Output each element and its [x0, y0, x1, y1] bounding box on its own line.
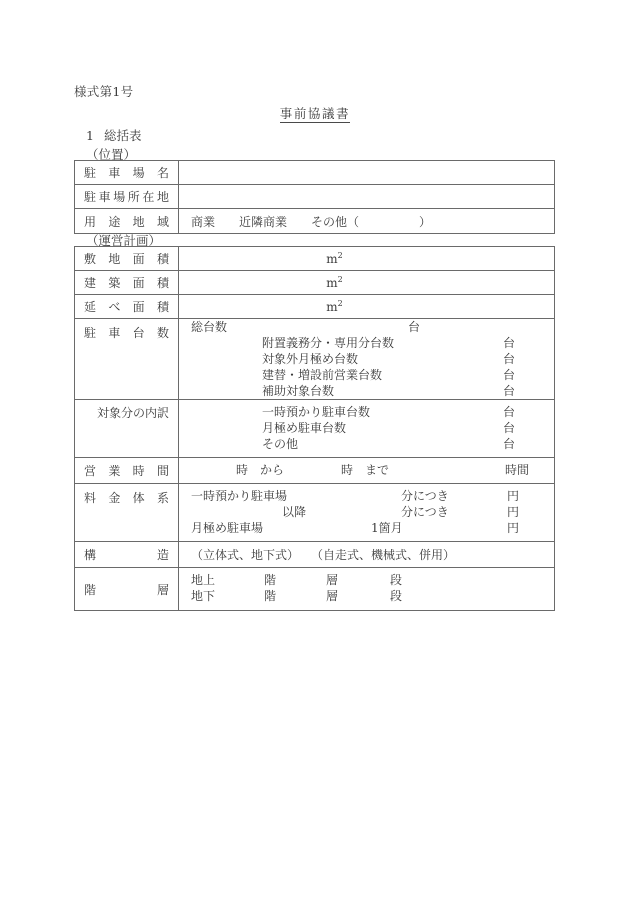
floor-line-dan: 段 — [390, 589, 403, 603]
business-hours-to: 時 まで — [341, 463, 390, 477]
breakdown-item-label: その他 — [262, 437, 299, 451]
use-district-options: 商業 近隣商業 その他（ ） — [191, 214, 432, 229]
page-title — [0, 104, 630, 122]
car-count-item-line — [179, 335, 554, 351]
row-label-parking-address: 駐車場所在地 — [75, 185, 179, 209]
fee-line — [179, 504, 554, 520]
car-count-item-unit: 台 — [503, 384, 516, 398]
row-label-floors: 階層 — [75, 568, 179, 611]
business-hours-duration: 時間 — [505, 463, 530, 477]
fee-line-per: 分につき — [401, 505, 449, 519]
fee-line-unit: 円 — [507, 505, 520, 519]
row-value-floors[interactable] — [179, 568, 555, 611]
unit-square-meter: $m^2$ — [326, 274, 343, 290]
breakdown-item-line — [179, 404, 554, 420]
floor-line-above-ground — [179, 572, 554, 588]
section-heading — [86, 126, 141, 144]
section-title: 総括表 — [103, 128, 142, 143]
breakdown-item-label: 月極め駐車台数 — [262, 421, 347, 435]
car-count-item-label: 補助対象台数 — [262, 384, 335, 398]
row-label-breakdown: 対象分の内訳 — [75, 400, 179, 458]
row-label-parking-name: 駐車場名 — [75, 161, 179, 185]
structure-options: （立体式、地下式） （自走式、機械式、併用） — [191, 548, 456, 562]
car-count-item-label: 対象外月極め台数 — [262, 352, 359, 366]
table-row — [75, 319, 555, 400]
car-count-total-unit: 台 — [408, 320, 421, 334]
row-label-total-floor-area: 延べ面積 — [75, 295, 179, 319]
table-row — [75, 568, 555, 611]
floor-line-kai: 階 — [264, 573, 277, 587]
breakdown-item-unit: 台 — [503, 437, 516, 451]
row-label-business-hours: 営業時間 — [75, 458, 179, 484]
car-count-item-label: 附置義務分・専用分台数 — [262, 336, 395, 350]
table-row — [75, 209, 555, 234]
car-count-item-line — [179, 351, 554, 367]
operation-plan-table — [74, 246, 555, 611]
table-row — [75, 295, 555, 319]
car-count-item-unit: 台 — [503, 336, 516, 350]
row-value-business-hours[interactable] — [179, 458, 555, 484]
fee-line-per: 1箇月 — [371, 521, 403, 535]
floor-line-below-ground — [179, 588, 554, 604]
row-value-car-count[interactable] — [179, 319, 555, 400]
row-label-site-area: 敷地面積 — [75, 247, 179, 271]
position-table — [74, 160, 555, 234]
breakdown-item-unit: 台 — [503, 421, 516, 435]
section-number: 1 — [86, 128, 94, 143]
table-row — [75, 542, 555, 568]
table-row — [75, 161, 555, 185]
table-row — [75, 247, 555, 271]
car-count-item-line — [179, 367, 554, 383]
row-label-use-district: 用途地域 — [75, 209, 179, 234]
business-hours-line — [179, 463, 554, 478]
business-hours-from: 時 から — [236, 463, 285, 477]
page-title-text: 事前協議書 — [279, 106, 351, 121]
row-value-fee-system[interactable] — [179, 484, 555, 542]
car-count-total-line — [179, 319, 554, 335]
fee-line-per: 分につき — [401, 489, 449, 503]
row-value-total-floor-area[interactable] — [179, 295, 555, 319]
floor-line-dan: 段 — [390, 573, 403, 587]
group-label-plan: （運営計画） — [86, 233, 162, 248]
breakdown-item-line — [179, 436, 554, 452]
fee-line — [179, 520, 554, 536]
floor-line-sou: 層 — [326, 589, 339, 603]
row-value-breakdown[interactable] — [179, 400, 555, 458]
car-count-total-label: 総台数 — [191, 320, 228, 334]
breakdown-item-label: 一時預かり駐車台数 — [262, 405, 371, 419]
fee-line-mid: 以降 — [282, 505, 307, 519]
group-label-position: （位置） — [86, 147, 137, 162]
car-count-item-line — [179, 383, 554, 399]
table-row — [75, 400, 555, 458]
unit-square-meter: $m^2$ — [326, 298, 343, 314]
fee-line-unit: 円 — [507, 489, 520, 503]
row-label-structure: 構造 — [75, 542, 179, 568]
fee-line — [179, 488, 554, 504]
table-row — [75, 484, 555, 542]
row-value-site-area[interactable] — [179, 247, 555, 271]
row-value-building-area[interactable] — [179, 271, 555, 295]
car-count-item-label: 建替・増設前営業台数 — [262, 368, 383, 382]
table-row — [75, 458, 555, 484]
row-label-fee-system: 料金体系 — [75, 484, 179, 542]
floor-line-kai: 階 — [264, 589, 277, 603]
car-count-item-unit: 台 — [503, 352, 516, 366]
fee-line-name: 月極め駐車場 — [191, 521, 264, 535]
floor-line-sou: 層 — [326, 573, 339, 587]
breakdown-item-unit: 台 — [503, 405, 516, 419]
row-value-structure[interactable] — [179, 542, 555, 568]
floor-line-name: 地上 — [191, 573, 216, 587]
table-row — [75, 185, 555, 209]
form-number: 様式第1号 — [74, 84, 134, 99]
unit-square-meter: $m^2$ — [326, 250, 343, 266]
fee-line-unit: 円 — [507, 521, 520, 535]
row-value-parking-address[interactable] — [179, 185, 555, 209]
fee-line-name: 一時預かり駐車場 — [191, 489, 288, 503]
row-label-building-area: 建築面積 — [75, 271, 179, 295]
floor-line-name: 地下 — [191, 589, 216, 603]
row-label-car-count: 駐車台数 — [75, 319, 179, 400]
table-row — [75, 271, 555, 295]
breakdown-item-line — [179, 420, 554, 436]
row-value-use-district[interactable] — [179, 209, 555, 234]
row-value-parking-name[interactable] — [179, 161, 555, 185]
car-count-item-unit: 台 — [503, 368, 516, 382]
